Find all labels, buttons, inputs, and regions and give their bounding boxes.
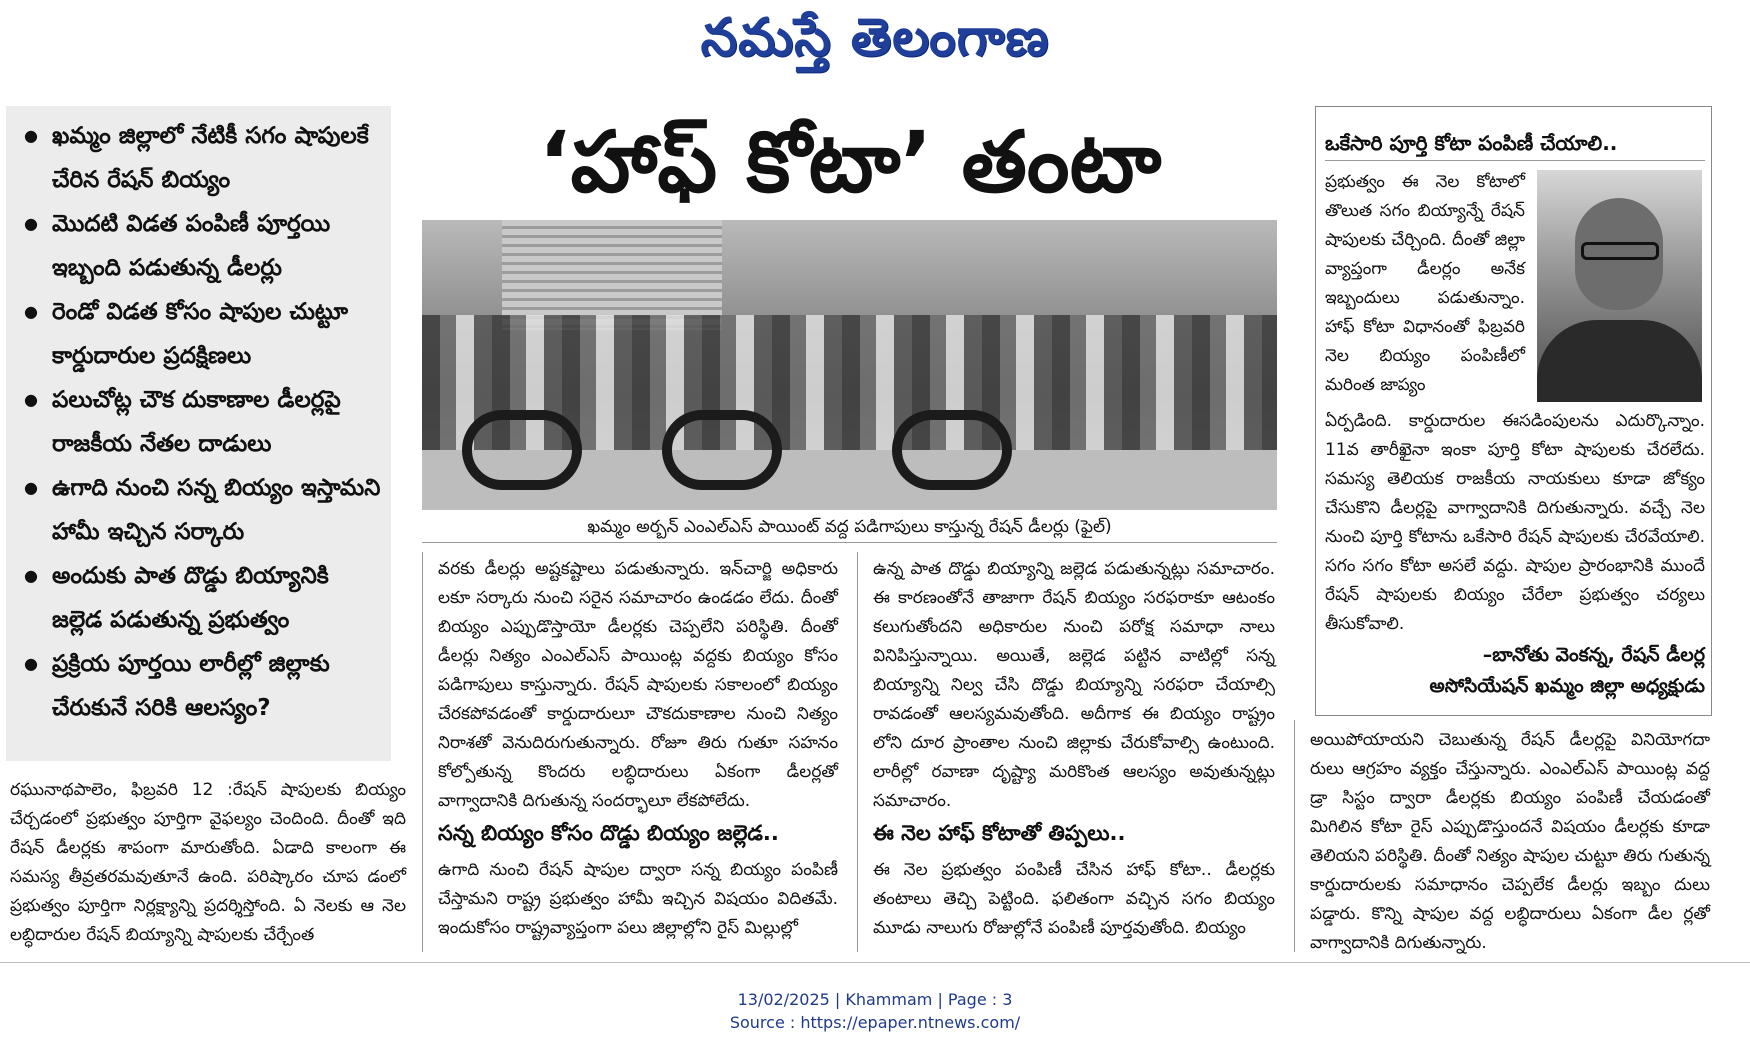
sidebar-title: ఒకేసారి పూర్తి కోటా పంపిణీ చేయాలి.. — [1325, 131, 1618, 155]
footer-dateline: 13/02/2025 | Khammam | Page : 3 — [737, 990, 1013, 1009]
photo-caption: ఖమ్మం అర్బన్ ఎంఎల్ఎస్ పాయింట్ వద్ద పడిగాపులు కాస్తున్న రేషన్ డీలర్లు (ఫైల్) — [422, 512, 1277, 543]
article-column-3-bottom: ఈ నెల ప్రభుత్వం పంపిణీ చేసిన హాఫ్ కోటా.. డీలర్లకు తంటాలు తెచ్చి పెట్టింది. ఫలితంగా వచ్చిన సగం బియ్యం మూడు నాలుగు రోజుల్లోనే పంపిణీ పూర్తవుతోంది. బియ్యం — [873, 860, 1275, 938]
news-photo — [422, 220, 1277, 510]
column-divider — [1294, 720, 1295, 952]
highlight-item: ● అందుకు పాత దొడ్డు బియ్యానికి జల్లెడ పడుతున్న ప్రభుత్వం — [18, 554, 383, 642]
photo-motorbike — [892, 410, 1012, 490]
highlight-item: ● పలుచోట్ల చౌక దుకాణాల డీలర్లపై రాజకీయ నేతల దాడులు — [18, 378, 383, 466]
portrait-glasses — [1581, 242, 1659, 260]
highlights-list — [6, 106, 391, 730]
photo-motorbike — [662, 410, 782, 490]
column-divider — [422, 552, 423, 952]
article-column-2-top: వరకు డీలర్లు అష్టకష్టాలు పడుతున్నారు. ఇన్‌చార్జి అధికారు లకూ సర్కారు నుంచి సరైన సమాచారం ఉండడం లేదు. దీంతో బియ్యం ఎప్పుడొస్తాయో డీలర్లకు చెప్పలేని పరిస్థితి. దీంతో డీలర్లు నిత్యం ఎంఎల్ఎస్ పాయింట్ల వద్దకు బియ్యం కోసం పడిగాపులు కాస్తున్నారు. రేషన్ షాపులకు సకాలంలో బియ్యం చేరకపోవడంతో కార్డుదారులూ చౌకదుకాణాల నుంచి నిత్యం నిరాశతో వెనుదిరుగుతున్నారు. రోజూ తిరు గుతూ సహనం కోల్పోతున్న కొందరు లబ్ధిదారులు ఏకంగా డీలర్లతో వాగ్వాదానికి దిగుతున్న సందర్భాలూ లేకపోలేదు. — [438, 559, 838, 811]
article-column-2-bottom: ఉగాది నుంచి రేషన్ షాపుల ద్వారా సన్న బియ్యం పంపిణీ చేస్తామని రాష్ట్ర ప్రభుత్వం హామీ ఇచ్చిన విషయం విదితమే. ఇందుకోసం రాష్ట్రవ్యాప్తంగా పలు జిల్లాల్లోని రైస్ మిల్లుల్లో — [438, 860, 838, 938]
article-subhead-2: ఈ నెల హాఫ్ కోటాతో తిప్పలు.. — [873, 821, 1126, 845]
highlight-item: ● ప్రక్రియ పూర్తయి లారీల్లో జిల్లాకు చేరుకునే సరికి ఆలస్యం? — [18, 642, 383, 730]
article-subhead-1: సన్న బియ్యం కోసం దొడ్డు బియ్యం జల్లెడ.. — [438, 821, 779, 845]
photo-motorbike — [462, 410, 582, 490]
article-headline: ‘హాఫ్ కోటా’ తంటా — [538, 113, 1162, 211]
article-column-3-top: ఉన్న పాత దొడ్డు బియ్యాన్ని జల్లెడ పడుతున్నట్లు సమాచారం. ఈ కారణంతోనే తాజాగా రేషన్ బియ్యం సరఫరాకూ ఆటంకం కలుగుతోందని అధికారుల నుంచి పరోక్ష సమాధా నాలు వినిపిస్తున్నాయి. అయితే, జల్లెడ పట్టిన వాటిల్లో సన్న బియ్యాన్ని నిల్వ చేసి దొడ్డు బియ్యాన్ని సరఫరా చేయాల్సి రావడంతో ఆలస్యమవుతోంది. అదీగాక ఈ బియ్యం రాష్ట్రం లోని దూర ప్రాంతాల నుంచి జిల్లాకు చేరుకోవాల్సి ఉంటుంది. లారీల్లో రవాణా దృష్ట్యా మరికొంత ఆలస్యం అవుతున్నట్లు సమాచారం. — [873, 559, 1275, 811]
sidebar-divider — [1325, 160, 1705, 161]
footer — [0, 988, 1750, 1034]
sidebar-text-narrow: ప్రభుత్వం ఈ నెల కోటాలో తొలుత సగం బియ్యాన్నే రేషన్ షాపులకు చేర్చింది. దీంతో జిల్లా వ్యాప్తంగా డీలర్లం అనేక ఇబ్బందులు పడుతున్నాం. హాఫ్ కోటా విధానంతో ఫిబ్రవరి నెల బియ్యం పంపిణీలో మరింత జాప్యం — [1325, 172, 1525, 395]
column-divider — [857, 552, 858, 952]
photo-shutter — [502, 220, 722, 330]
masthead-logo: నమస్తే తెలంగాణ — [700, 8, 1050, 68]
sidebar-text-wide: ఏర్పడింది. కార్డుదారుల ఈసడింపులను ఎదుర్కొన్నాం. 11వ తారీఖైనా ఇంకా పూర్తి కోటా షాపులకు చేరలేదు. సమస్య తెలియక రాజకీయ నాయకులు కూడా జోక్యం చేసుకొని డీలర్లపై వాగ్వాదానికి దిగుతున్నారు. వచ్చే నెల నుంచి పూర్తి కోటాను ఒకేసారి రేషన్ షాపులకు చేరవేయాలి. సగం సగం కోటా అసలే వద్దు. షాపుల ప్రారంభానికి ముందే రేషన్ షాపులకు బియ్యం చేరేలా ప్రభుత్వం చర్యలు తీసుకోవాలి. — [1325, 411, 1705, 634]
footer-rule — [0, 962, 1750, 963]
highlight-item: ● మొదటి విడత పంపిణీ పూర్తయి ఇబ్బంది పడుతున్న డీలర్లు — [18, 202, 383, 290]
highlight-item: ● రెండో విడత కోసం షాపుల చుట్టూ కార్డుదారుల ప్రదక్షిణలు — [18, 290, 383, 378]
highlight-item: ● ఉగాది నుంచి సన్న బియ్యం ఇస్తామని హామీ ఇచ్చిన సర్కారు — [18, 466, 383, 554]
highlights-box — [6, 106, 391, 761]
signature-title: అసోసియేషన్ ఖమ్మం జిల్లా అధ్యక్షుడు — [1429, 675, 1705, 697]
sidebar-portrait — [1537, 170, 1702, 402]
footer-source: Source : https://epaper.ntnews.com/ — [729, 1013, 1021, 1032]
article-column-1: రఘునాథపాలెం, ఫిబ్రవరి 12 :రేషన్ షాపులకు బియ్యం చేర్చడంలో ప్రభుత్వం పూర్తిగా వైఫల్యం చెందింది. దీంతో ఇది రేషన్ డీలర్లకు శాపంగా మారుతోంది. ఏడాది కాలంగా ఈ సమస్య తీవ్రతరమవుతూనే ఉంది. పరిష్కారం చూప డంలో ప్రభుత్వం పూర్తిగా నిర్లక్ష్యాన్ని ప్రదర్శిస్తోంది. ఏ నెలకు ఆ నెల లబ్ధిదారుల రేషన్ బియ్యాన్ని షాపులకు చేర్చేంత — [10, 780, 406, 945]
highlight-item: ● ఖమ్మం జిల్లాలో నేటికీ సగం షాపులకే చేరిన రేషన్ బియ్యం — [18, 114, 383, 202]
article-column-4: అయిపోయాయని చెబుతున్న రేషన్ డీలర్లపై వినియోగదా రులు ఆగ్రహం వ్యక్తం చేస్తున్నారు. ఎంఎల్ఎస్ పాయింట్ల వద్ద డ్రా సిస్టం ద్వారా డీలర్లకు బియ్యం పంపిణీ చేయడంతో మిగిలిన కోటా రైస్ ఎప్పుడొస్తుందనే విషయం డీలర్లకు కూడా తెలియని పరిస్థితి. దీంతో నిత్యం షాపుల చుట్టూ తిరు గుతున్న కార్డుదారులకు సమాధానం చెప్పలేక డీలర్లు ఇబ్బం దులు పడ్డారు. కొన్ని షాపుల వద్ద లబ్ధిదారులు ఏకంగా డీల ర్లతో వాగ్వాదానికి దిగుతున్నారు. — [1310, 730, 1710, 953]
signature-name: –బానోతు వెంకన్న, రేషన్ డీలర్ల — [1482, 644, 1705, 666]
portrait-shirt — [1537, 320, 1702, 402]
sidebar-signature — [1325, 640, 1705, 702]
